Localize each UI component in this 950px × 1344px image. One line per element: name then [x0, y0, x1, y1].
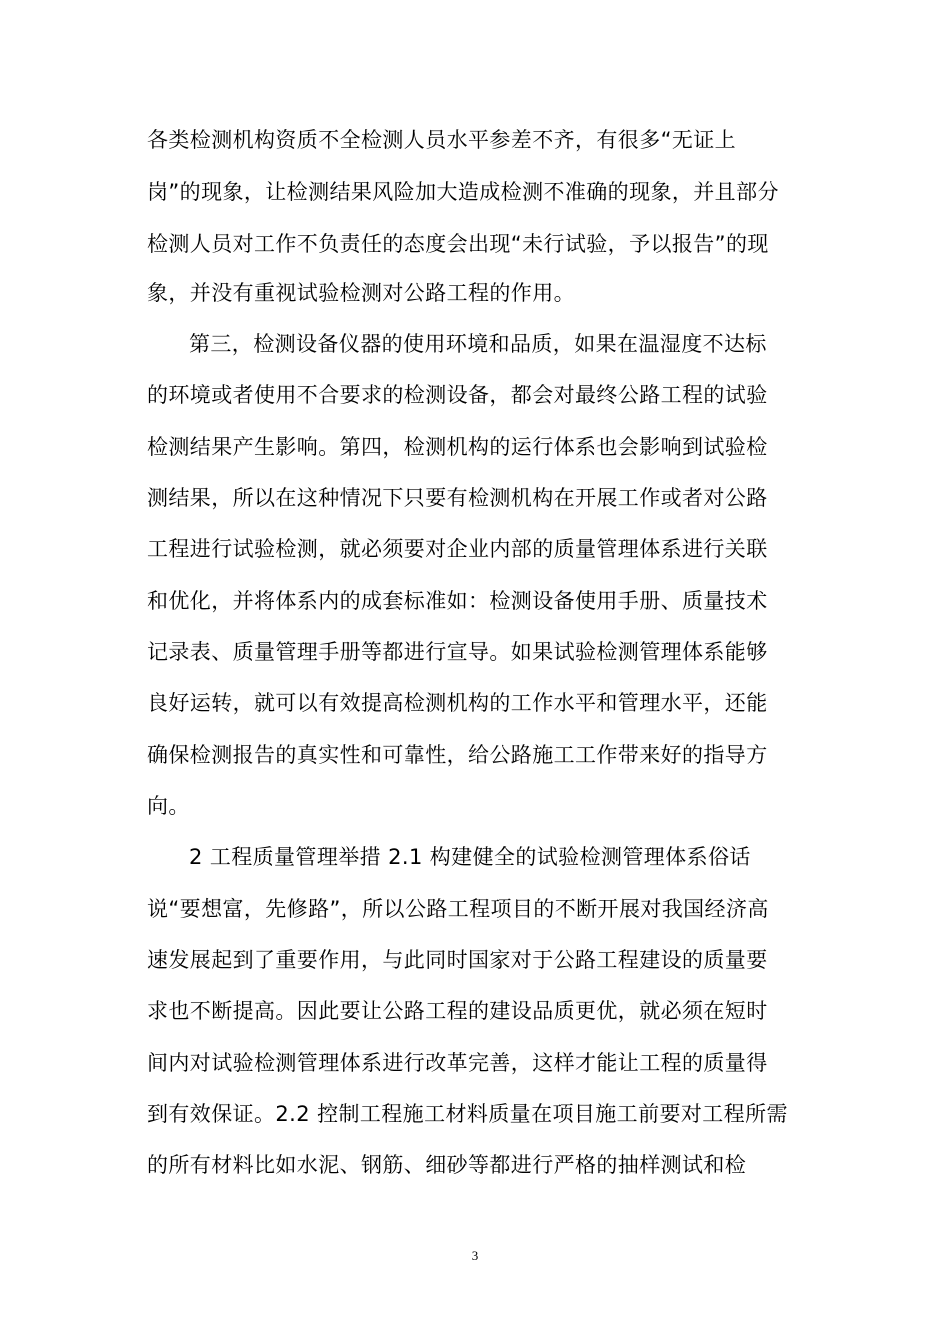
paragraph-3-line-2: 说“要想富，先修路”，所以公路工程项目的不断开展对我国经济高 — [147, 897, 769, 921]
paragraph-3-line-3: 速发展起到了重要作用，与此同时国家对于公路工程建设的质量要 — [147, 948, 768, 972]
paragraph-2-line-3: 检测结果产生影响。第四，检测机构的运行体系也会影响到试验检 — [147, 435, 768, 459]
paragraph-1-line-2: 岗”的现象，让检测结果风险加大造成检测不准确的现象，并且部分 — [147, 180, 779, 204]
paragraph-3-line-5: 间内对试验检测管理体系进行改革完善，这样才能让工程的质量得 — [147, 1051, 768, 1075]
page-number: 3 — [471, 1248, 479, 1263]
paragraph-2-line-8: 良好运转，就可以有效提高检测机构的工作水平和管理水平，还能 — [147, 691, 768, 715]
paragraph-3-line-1: 2 工程质量管理举措 2.1 构建健全的试验检测管理体系俗话 — [189, 845, 751, 869]
paragraph-1-line-3: 检测人员对工作不负责任的态度会出现“未行试验，予以报告”的现 — [147, 232, 769, 256]
paragraph-2-line-5: 工程进行试验检测，就必须要对企业内部的质量管理体系进行关联 — [147, 537, 768, 561]
paragraph-2-line-10: 向。 — [147, 794, 190, 818]
paragraph-1-line-1: 各类检测机构资质不全检测人员水平参差不齐，有很多“无证上 — [147, 128, 737, 152]
paragraph-2-line-7: 记录表、质量管理手册等都进行宣导。如果试验检测管理体系能够 — [147, 640, 768, 664]
paragraph-2-line-9: 确保检测报告的真实性和可靠性，给公路施工工作带来好的指导方 — [147, 743, 768, 767]
paragraph-3-line-6: 到有效保证。2.2 控制工程施工材料质量在项目施工前要对工程所需 — [147, 1102, 788, 1126]
paragraph-3-line-7: 的所有材料比如水泥、钢筋、细砂等都进行严格的抽样测试和检 — [147, 1153, 747, 1177]
paragraph-3-line-4: 求也不断提高。因此要让公路工程的建设品质更优，就必须在短时 — [147, 999, 768, 1023]
paragraph-2-line-2: 的环境或者使用不合要求的检测设备，都会对最终公路工程的试验 — [147, 383, 768, 407]
paragraph-2-line-6: 和优化，并将体系内的成套标准如：检测设备使用手册、质量技术 — [147, 589, 768, 613]
paragraph-2-line-4: 测结果，所以在这种情况下只要有检测机构在开展工作或者对公路 — [147, 486, 768, 510]
paragraph-1-line-4: 象，并没有重视试验检测对公路工程的作用。 — [147, 281, 575, 305]
paragraph-2-line-1: 第三，检测设备仪器的使用环境和品质，如果在温湿度不达标 — [189, 332, 767, 356]
